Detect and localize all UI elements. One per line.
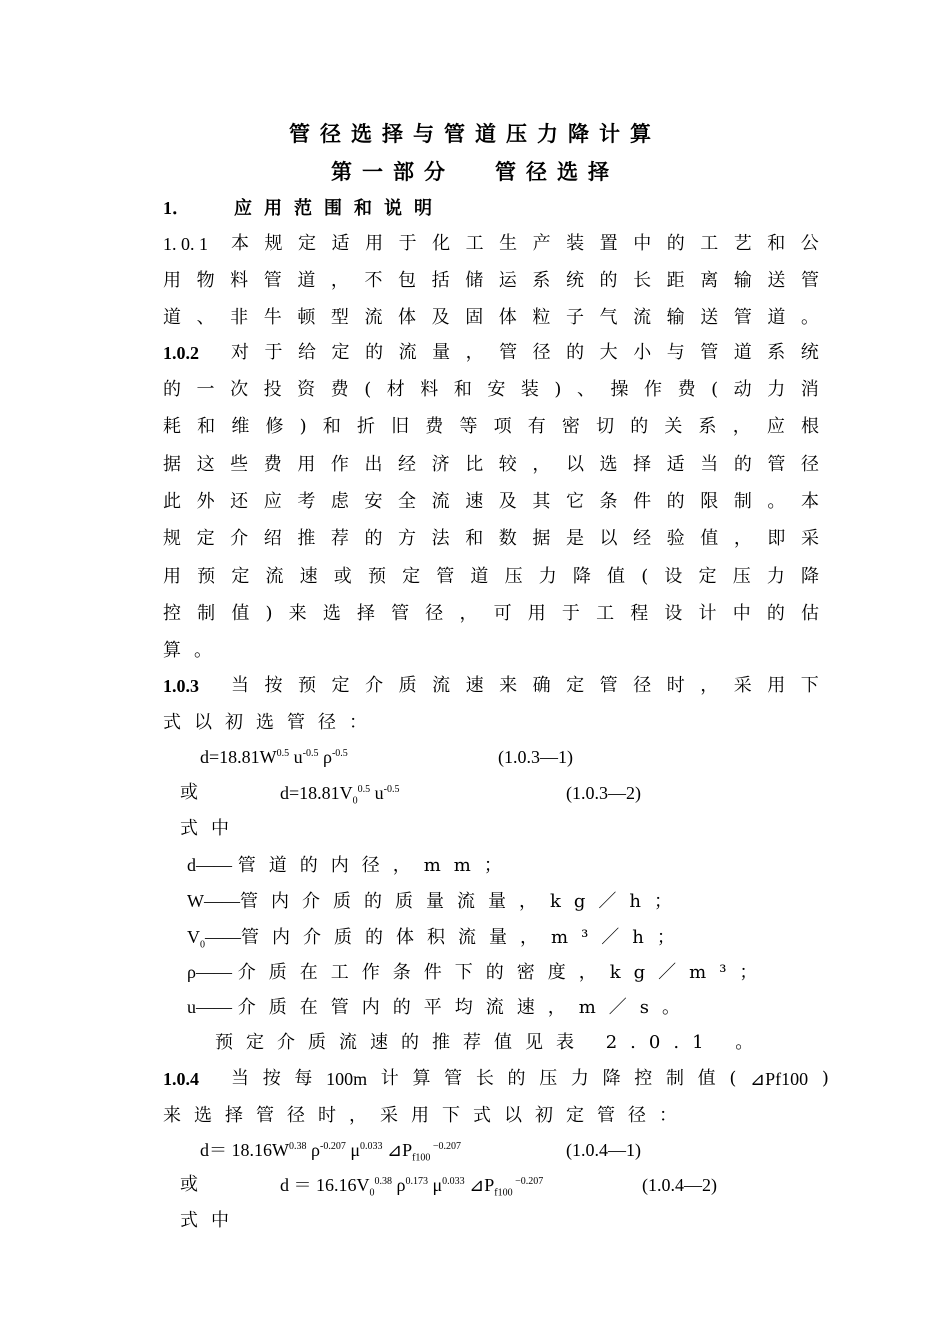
clause-104-line1 bbox=[163, 1067, 829, 1091]
section-number: 1． bbox=[163, 198, 190, 218]
formula-1041: $d= 18.16W^{0.38}$ $\rho^{-0.207}$ $\mu^{0.033}$ $⊿P_{f100}$ $^{-0.207}$ bbox=[200, 1140, 462, 1164]
part-topic: 管径选择 bbox=[495, 159, 619, 184]
clause-number: 1.0.3 bbox=[163, 676, 199, 696]
recommended-note: 预定介质流速的推荐值见表 2.0.1 。 bbox=[215, 1032, 767, 1053]
clause-number: 1.0.4 bbox=[163, 1069, 199, 1089]
clause-101-line3: 道 、 非 牛 顿 型 流 体 及 固 体 粒 子 气 流 输 送 管 道 。 bbox=[163, 307, 819, 328]
def-v0: $V_0——$管内介质的体积流量，m³／h； bbox=[187, 927, 688, 951]
clause-text: 当 按 预 定 介 质 流 速 来 确 定 管 径 时 ， 采 用 下 bbox=[231, 675, 819, 696]
section-title: 应用范围和说明 bbox=[234, 198, 444, 219]
clause-number: 1.0.2 bbox=[163, 343, 199, 363]
def-d: d—— 管道的内径，mm； bbox=[187, 855, 515, 876]
clause-text: 对 于 给 定 的 流 量 ， 管 径 的 大 小 与 管 道 系 统 bbox=[231, 342, 819, 363]
clause-102-line9: 算。 bbox=[163, 640, 225, 661]
clause-103-line1 bbox=[163, 674, 819, 698]
formula-1032-label: (1.0.3—2) bbox=[566, 783, 641, 803]
clause-102-line3: 耗 和 维 修 ) 和 折 旧 费 等 项 有 密 切 的 关 系 ， 应 根 bbox=[163, 416, 819, 437]
formula-1041-label: (1.0.4—1) bbox=[566, 1140, 641, 1160]
clause-102-line4: 据 这 些 费 用 作 出 经 济 比 较 ， 以 选 择 适 当 的 管 径 bbox=[163, 454, 819, 475]
clause-number: 1. 0. 1 bbox=[163, 234, 208, 254]
part-heading bbox=[0, 160, 950, 184]
where-label-2: 式中 bbox=[180, 1210, 242, 1231]
where-label: 式中 bbox=[180, 818, 242, 839]
clause-102-line7: 用 预 定 流 速 或 预 定 管 道 压 力 降 值 ( 设 定 压 力 降 bbox=[163, 566, 819, 587]
clause-101-line2: 用 物 料 管 道 ， 不 包 括 储 运 系 统 的 长 距 离 输 送 管 bbox=[163, 270, 819, 291]
clause-104-line2: 来选择管径时，采用下式以初定管径： bbox=[163, 1105, 690, 1126]
clause-102-line8: 控 制 值 ) 来 选 择 管 径 ， 可 用 于 工 程 设 计 中 的 估 bbox=[163, 603, 819, 624]
def-w: W——管内介质的质量流量，kg／h； bbox=[187, 891, 686, 912]
clause-102-line1 bbox=[163, 341, 819, 365]
def-rho: ρ—— 介质在工作条件下的密度，kg／m³； bbox=[187, 962, 771, 983]
formula-1031-label: (1.0.3—1) bbox=[498, 747, 573, 767]
formula-1032: $d=18.81V_0^{0.5}$ $u^{-0.5}$ bbox=[280, 783, 400, 807]
clause-101-line1 bbox=[163, 232, 819, 256]
formula-1042: $d = 16.16V_0^{0.38}$ $\rho^{0.173}$ $\mu^{0.033}$ $⊿P_{f100}$ $^{-0.207}$ bbox=[280, 1175, 544, 1199]
clause-102-line6: 规 定 介 绍 推 荐 的 方 法 和 数 据 是 以 经 验 值 ， 即 采 bbox=[163, 528, 819, 549]
section-heading bbox=[163, 196, 444, 221]
clause-text: 本 规 定 适 用 于 化 工 生 产 装 置 中 的 工 艺 和 公 bbox=[231, 233, 819, 254]
clause-text: 当 按 每 100m 计 算 管 长 的 压 力 降 控 制 值 ( ⊿Pf100 ) bbox=[231, 1068, 829, 1089]
part-label: 第一部分 bbox=[331, 159, 455, 184]
def-u: u—— 介质在管内的平均流速，m／s。 bbox=[187, 997, 694, 1018]
or-label-2: 或 bbox=[180, 1174, 198, 1195]
or-label: 或 bbox=[180, 782, 198, 803]
formula-1031: $d=18.81W^{0.5}$ $u^{-0.5}$ $\rho^{-0.5}$ bbox=[200, 747, 348, 767]
document-title: 管径选择与管道压力降计算 bbox=[289, 121, 661, 146]
clause-102-line2: 的 一 次 投 资 费 ( 材 料 和 安 装 ) 、 操 作 费 ( 动 力 消 bbox=[163, 379, 819, 400]
formula-1042-label: (1.0.4—2) bbox=[642, 1175, 717, 1195]
clause-102-line5: 此 外 还 应 考 虑 安 全 流 速 及 其 它 条 件 的 限 制 。 本 bbox=[163, 491, 819, 512]
clause-103-line2: 式以初选管径： bbox=[163, 712, 380, 733]
